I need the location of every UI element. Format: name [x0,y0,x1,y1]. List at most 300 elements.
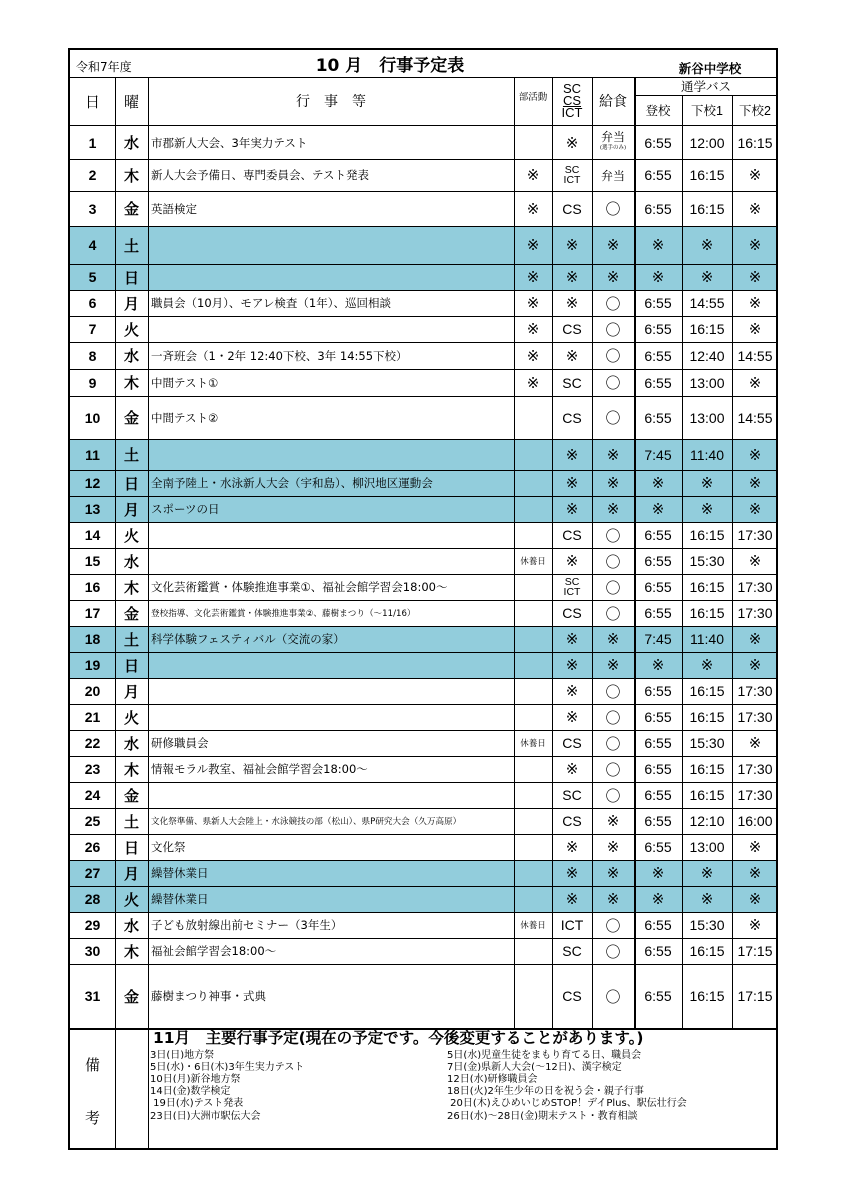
sc-cs-ict: ※ [565,500,579,518]
lunch: 〇 [605,917,621,935]
lunch: 弁当 [600,168,625,183]
bus-in-time: 6:55 [644,295,672,311]
weekday: 木 [123,166,139,185]
bus-in-time: 6:55 [644,988,672,1004]
weekday: 火 [123,708,139,727]
event-text: 文化祭 [151,840,186,854]
bus-out2-time: ※ [748,373,762,392]
club-activity [514,834,552,860]
club-activity [514,652,552,678]
remark-item: 3日(日)地方祭 [150,1049,215,1059]
remark-item: 5日(水)・6日(木)3年生実力テスト [150,1061,305,1072]
bus-in-time: ※ [651,500,665,518]
bus-in-time: 6:55 [644,787,672,803]
day-number: 12 [84,475,101,491]
lunch: 〇 [605,348,621,365]
bus-out1-time: ※ [700,890,714,908]
bus-out1-time: ※ [700,864,714,882]
bus-in-time: 6:55 [644,735,672,751]
bus-in-time: ※ [651,268,665,286]
lunch: 〇 [605,201,621,218]
bus-in-time: 6:55 [644,917,672,933]
weekday: 日 [123,474,139,493]
bus-out1-time: 16:15 [689,605,725,621]
day-number: 23 [84,761,101,777]
event-text [148,264,514,290]
club-activity [514,704,552,730]
bus-out2-time: 14:55 [737,409,773,426]
club-activity [514,678,552,704]
event-text: 繰替休業日 [151,866,209,880]
weekday: 金 [123,987,139,1006]
bus-in-time: ※ [651,864,665,882]
bus-out1-time: 13:00 [689,374,725,391]
day-number: 16 [84,579,101,595]
bus-out1-time: 13:00 [689,839,725,855]
event-text: 文化芸術鑑賞・体験推進事業①、福祉会館学習会18:00～ [151,580,448,594]
bus-out2-time: 17:30 [737,579,773,595]
day-number: 2 [88,167,97,183]
day-number: 20 [84,683,101,699]
lunch: ※ [606,630,620,648]
bus-out2-time: ※ [748,199,762,218]
bus-out1-time: 16:15 [689,321,725,337]
remark-item: 7日(金)県新人大会(～12日)、漢字検定 [447,1061,622,1072]
bus-in-time: 6:55 [644,579,672,595]
lunch [592,126,634,159]
bus-out2-time: 16:15 [737,134,773,151]
bus-in-time: 6:55 [644,321,672,337]
column-header-bus-in: 登校 [645,104,671,118]
bus-in-time: 6:55 [644,761,672,777]
bus-out1-time: ※ [700,500,714,518]
bus-out1-time: 15:30 [689,917,725,933]
bus-out2-time: ※ [748,445,762,464]
lunch: ※ [606,864,620,882]
sc-cs-ict: ※ [565,445,579,464]
lunch-label: 弁当 [600,129,625,144]
weekday: 土 [123,236,139,255]
club-activity [514,782,552,808]
lunch: ※ [606,890,620,908]
day-number: 13 [84,501,101,517]
bus-out2-time: 14:55 [737,347,773,364]
page-title: 10 月 行事予定表 [315,55,465,74]
club-activity: ※ [526,320,540,338]
day-number: 5 [88,269,97,285]
weekday: 火 [123,320,139,339]
event-text: 一斉班会（1・2年 12:40下校、3年 14:55下校） [151,348,408,363]
event-text: 繰替休業日 [151,892,209,906]
bus-out1-time: 16:15 [689,787,725,803]
bus-out1-time: 13:00 [689,409,725,426]
bus-out1-time: 12:40 [689,347,725,364]
bus-out2-time: ※ [748,864,762,882]
lunch: 〇 [605,527,621,545]
sc-cs-ict: ※ [565,630,579,648]
day-number: 11 [85,446,100,463]
bus-out2-time: ※ [748,630,762,648]
event-text [148,704,514,730]
club-activity [514,964,552,1028]
sc-cs-ict: ※ [565,133,579,152]
event-text: 新人大会予備日、専門委員会、テスト発表 [151,168,370,182]
event-text: 市郡新人大会、3年実力テスト [151,135,308,150]
weekday: 金 [123,786,139,805]
bus-in-time: 6:55 [644,839,672,855]
sc-cs-ict: SC ICT [563,164,581,186]
bus-out2-time: ※ [748,916,762,934]
weekday: 木 [123,578,139,597]
event-text [148,439,514,470]
club-activity [514,626,552,652]
lunch: 〇 [605,943,621,961]
bus-out1-time: 16:15 [689,943,725,959]
day-number: 19 [84,657,101,673]
bus-out2-time: ※ [748,838,762,856]
bus-sub-line [634,95,778,96]
lunch: 〇 [605,579,621,597]
sc-line: SC [562,81,582,96]
sc-cs-ict: CS [562,813,582,829]
day-number: 14 [84,527,101,543]
day-number: 4 [88,237,97,253]
lunch: 〇 [605,605,621,623]
lunch: ※ [606,838,620,856]
sc-cs-ict: ※ [565,864,579,882]
bus-in-time: 6:55 [644,200,672,217]
lunch: ※ [606,812,620,830]
bus-out2-time: ※ [748,656,762,674]
bus-out2-time: 17:30 [737,605,773,621]
sc-cs-ict: ※ [565,760,579,778]
bus-in-time: 6:55 [644,553,672,569]
event-text: 藤樹まつり神事・式典 [151,989,266,1003]
day-number: 10 [84,409,101,426]
bus-out1-time: 16:15 [689,683,725,699]
lunch: ※ [606,236,620,254]
bus-out1-time: 11:40 [690,631,724,647]
remarks-label-bottom: 考 [84,1108,100,1127]
sc-cs-ict: ※ [565,656,579,674]
bus-out2-time: ※ [748,320,762,338]
weekday: 土 [123,630,139,649]
weekday: 水 [123,552,139,571]
sc-cs-ict: ICT [560,917,584,933]
bus-out1-time: 16:15 [689,527,725,543]
remark-item: 19日(水)テスト発表 [150,1098,244,1108]
event-text: 英語検定 [151,201,197,216]
bus-out1-time: 16:15 [689,988,725,1004]
club-activity [514,886,552,912]
club-activity: ※ [526,268,540,286]
bus-out1-time: ※ [700,268,714,286]
club-activity [514,522,552,548]
lunch: ※ [606,268,620,286]
day-number: 6 [88,295,97,311]
day-number: 29 [84,917,101,933]
club-activity [514,808,552,834]
club-activity [514,126,552,159]
day-number: 17 [84,605,101,621]
sc-cs-ict: ※ [565,682,579,700]
sc-cs-ict: SC ICT [563,576,581,598]
lunch: ※ [606,445,620,464]
bus-out2-time: 16:00 [737,813,773,829]
weekday: 日 [123,838,139,857]
sc-cs-ict: ※ [565,890,579,908]
lunch: 〇 [605,375,621,392]
bus-out1-time: 15:30 [689,735,725,751]
day-number: 30 [84,943,101,959]
weekday: 月 [123,682,139,701]
bus-out1-time: ※ [700,236,714,254]
bus-in-time: ※ [651,890,665,908]
sc-cs-ict: CS [562,735,582,751]
weekday: 木 [123,374,139,392]
day-number: 28 [84,891,101,907]
bus-out2-time: ※ [748,734,762,752]
day-number: 25 [84,813,101,829]
sc-cs-ict: ※ [565,838,579,856]
bus-out2-time: 17:30 [737,761,773,777]
remark-item: 18日(火)2年生少年の日を祝う会・親子行事 [447,1086,644,1096]
bus-out2-time: 17:30 [737,787,773,803]
sc-cs-ict: CS [562,409,582,426]
day-number: 3 [88,200,97,217]
column-header-club: 部活動 [518,92,548,103]
bus-out1-time: 15:30 [689,553,725,569]
bus-out1-time: 16:15 [689,761,725,777]
club-activity: 休養日 [520,739,546,749]
bus-in-time: ※ [651,236,665,254]
club-activity [514,938,552,964]
remark-item: 23日(日)大洲市駅伝大会 [150,1110,261,1120]
remark-item: 10日(月)新谷地方祭 [150,1073,241,1084]
weekday: 火 [123,526,139,545]
event-text: 科学体験フェスティバル（交流の家） [151,632,345,646]
day-number: 26 [84,839,101,855]
column-header-sc-cs-ict [552,77,592,125]
sc-cs-ict: ※ [565,236,579,254]
weekday: 月 [123,864,139,883]
lunch: 〇 [605,709,621,727]
sc-cs-ict: CS [562,988,582,1004]
remark-item: 20日(木)えひめいじめSTOP！デイPlus、駅伝壮行会 [447,1098,687,1108]
lunch: 〇 [605,295,621,313]
column-header-bus-out2: 下校2 [739,104,771,118]
day-number: 15 [84,553,101,569]
club-activity: ※ [526,373,540,392]
bus-out1-time: ※ [700,474,714,492]
day-number: 21 [84,709,101,725]
column-header-bus: 通学バス [680,80,731,94]
club-activity: ※ [526,166,540,184]
lunch: 〇 [605,787,621,805]
sc-line: ICT [561,105,583,120]
club-activity [514,574,552,600]
event-text: 職員会（10月）、モアレ検査（1年）、巡回相談 [151,296,391,310]
bus-out2-time: 17:30 [737,527,773,543]
bus-out2-time: ※ [748,236,762,254]
sc-cs-ict: CS [562,200,582,217]
event-text [148,226,514,264]
lunch: 〇 [605,553,621,571]
sc-cs-ict: CS [562,605,582,621]
club-activity [514,396,552,439]
bus-out1-time: ※ [700,656,714,674]
bus-out2-time: ※ [748,166,762,184]
lunch: 〇 [605,321,621,339]
lunch: ※ [606,656,620,674]
bus-out1-time: 11:40 [690,446,724,463]
event-text [148,316,514,342]
lunch: 〇 [605,735,621,753]
event-text [148,548,514,574]
column-header-bus-out1: 下校1 [691,104,723,118]
weekday: 水 [123,347,139,365]
sc-line: CS [562,93,582,108]
sc-cs-ict: ※ [565,552,579,570]
club-activity: 休養日 [520,557,546,567]
club-activity: ※ [526,294,540,312]
event-text: 福祉会館学習会18:00～ [151,944,277,958]
club-activity [514,860,552,886]
day-number: 9 [88,374,97,391]
bus-out1-time: 16:15 [689,200,725,217]
event-text: 文化祭準備、県新人大会陸上・水泳競技の部（松山）、県P研究大会（久万高原） [151,817,462,827]
remark-item: 26日(水)～28日(金)期末テスト・教育相談 [447,1110,638,1120]
bus-in-time: 6:55 [644,527,672,543]
bus-in-time: 6:55 [644,943,672,959]
remarks-label-top: 備 [84,1055,100,1074]
weekday: 金 [123,409,139,427]
event-text: 子ども放射線出前セミナー（3年生） [151,918,343,932]
weekday: 金 [123,200,139,218]
weekday: 水 [123,134,139,152]
day-number: 1 [88,134,97,151]
event-text: スポーツの日 [151,502,220,516]
day-number: 8 [88,347,97,364]
weekday: 日 [123,656,139,675]
lunch: ※ [606,500,620,518]
sc-cs-ict: ※ [565,708,579,726]
weekday: 月 [123,294,139,313]
bus-out2-time: 17:30 [737,709,773,725]
bus-in-time: 6:55 [644,683,672,699]
event-text [148,782,514,808]
bus-out1-time: 16:15 [689,579,725,595]
remarks-heading: 11月 主要行事予定(現在の予定です。今後変更することがあります。) [153,1029,644,1047]
bus-out1-time: 16:15 [689,709,725,725]
club-activity [514,756,552,782]
bus-out1-time: 16:15 [689,167,725,183]
bus-out2-time: ※ [748,552,762,570]
day-number: 24 [84,787,101,803]
bus-in-time: 6:55 [644,374,672,391]
bus-in-time: 7:45 [644,446,672,463]
lunch: 〇 [605,761,621,779]
sc-cs-ict: SC [562,374,582,391]
event-text: 情報モラル教室、福祉会館学習会18:00～ [151,762,368,776]
sc-cs-ict: CS [562,527,582,543]
schedule-sheet [68,48,778,1150]
day-number: 18 [84,631,101,647]
weekday: 月 [123,500,139,519]
bus-out1-time: 12:00 [689,134,725,151]
weekday: 水 [123,916,139,935]
column-header-weekday: 曜 [123,93,139,111]
weekday: 木 [123,760,139,779]
column-header-events: 行 事 等 [296,93,366,109]
event-text: 登校指導、文化芸術鑑賞・体験推進事業②、藤樹まつり（～11/16） [151,609,416,619]
club-activity [514,496,552,522]
event-text [148,522,514,548]
weekday: 火 [123,890,139,909]
lunch: 〇 [605,410,621,427]
sc-cs-ict: ※ [565,268,579,286]
bus-in-time: 6:55 [644,605,672,621]
lunch-note: (選手のみ) [599,144,627,151]
weekday: 木 [123,942,139,961]
sc-cs-ict: SC [562,787,582,803]
bus-in-time: ※ [651,656,665,674]
event-text: 中間テスト① [151,375,219,390]
bus-in-time: 6:55 [644,167,672,183]
event-text: 全南予陸上・水泳新人大会（宇和島）、柳沢地区運動会 [151,476,433,490]
club-activity: ※ [526,346,540,365]
event-text [148,678,514,704]
day-number: 7 [88,321,97,337]
event-text: 研修職員会 [151,736,209,750]
bus-out2-time: 17:30 [737,683,773,699]
bus-in-time: 6:55 [644,813,672,829]
club-activity: ※ [526,199,540,218]
remark-item: 5日(水)児童生徒をまもり育てる日、職員会 [447,1049,642,1059]
fiscal-year: 令和7年度 [76,59,132,74]
remark-item: 12日(水)研修職員会 [447,1073,538,1084]
bus-out2-time: ※ [748,890,762,908]
bus-out2-time: 17:15 [737,943,773,959]
column-header-lunch: 給食 [599,93,627,109]
sc-cs-ict: ※ [565,346,579,365]
bus-in-time: 6:55 [644,134,672,151]
club-activity [514,600,552,626]
lunch: 〇 [605,683,621,701]
lunch: 〇 [605,988,621,1006]
sc-cs-ict: ※ [565,294,579,312]
sc-cs-ict: SC [562,943,582,959]
bus-out2-time: ※ [748,294,762,312]
event-text [148,652,514,678]
bus-in-time: ※ [651,474,665,492]
club-activity [514,439,552,470]
weekday: 金 [123,604,139,623]
bus-out2-time: ※ [748,474,762,492]
club-activity: 休養日 [520,921,546,931]
bus-out2-time: ※ [748,268,762,286]
day-number: 27 [84,865,101,881]
lunch: ※ [606,474,620,492]
sc-cs-ict: ※ [565,474,579,492]
bus-out2-time: 17:15 [737,988,773,1004]
bus-out2-time: ※ [748,500,762,518]
weekday: 日 [123,268,139,287]
remark-item: 14日(金)数学検定 [150,1086,231,1096]
sc-cs-ict: CS [562,321,582,337]
weekday: 土 [123,446,139,464]
day-number: 22 [84,735,101,751]
